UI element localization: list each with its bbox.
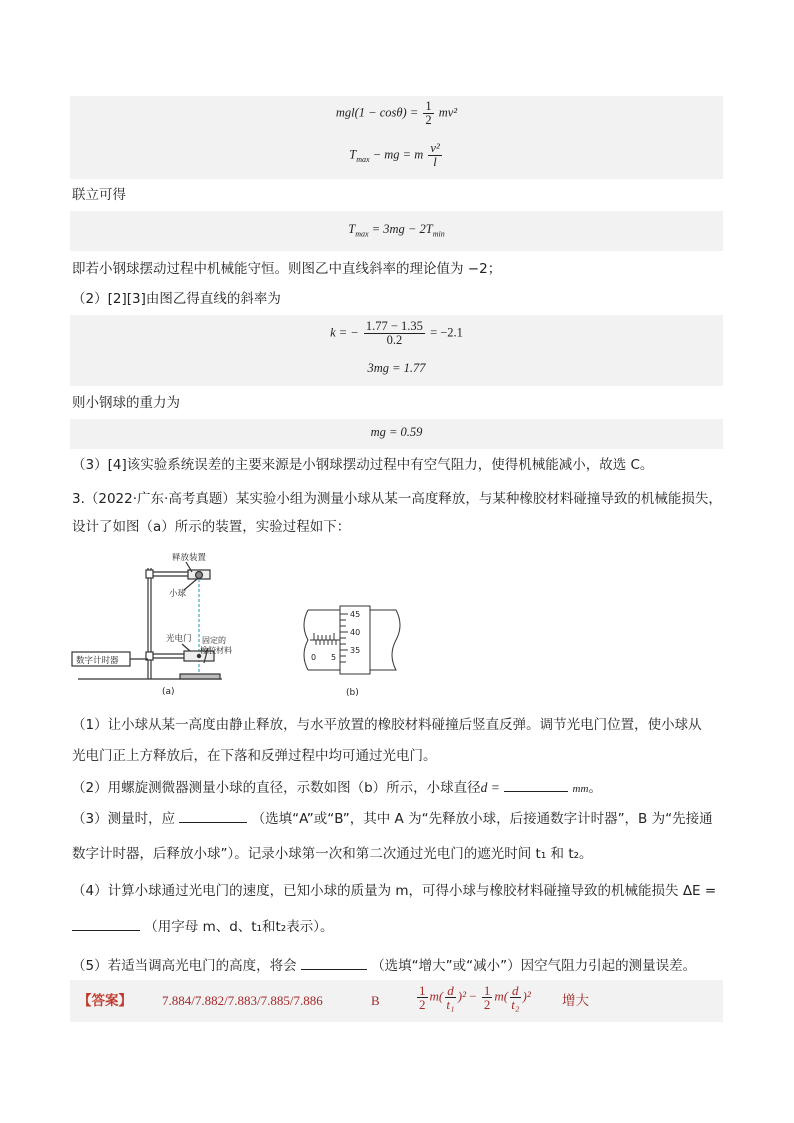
equation-3mg: 3mg = 1.77 <box>367 361 426 375</box>
equation-slope: k = − $\frac{1.77 - 1.35}{0.2}$ = −2.1 <box>330 319 463 347</box>
equation-tension-relation: $T_{max} = 3mg - 2T_{min}$ <box>348 222 445 239</box>
equation-tension-max: $T_{max}$ − mg = m $\frac{\text{v²}}{l}$ <box>349 141 440 169</box>
label-rubber-1: 固定的 <box>202 636 226 645</box>
equation-mg: mg = 0.59 <box>370 425 423 439</box>
answer-choice: B <box>371 993 380 1008</box>
step5: （5）若适当调高光电门的高度，将会 （选填“增大”或“减小”）因空气阻力引起的测量误差。 <box>72 955 696 976</box>
answer-energy-loss: $\frac{1}{2}$ m( $\frac{d}{\text{t₁}}$ )² − $\frac{1}{2}$ m( $\frac{d}{\text{t₂}}$ )² <box>419 983 531 1012</box>
step3-line2: 数字计时器，后释放小球”）。记录小球第一次和第二次通过光电门的遮光时间 t₁ 和 t₂。 <box>72 846 593 862</box>
step4-line1: （4）计算小球通过光电门的速度，已知小球的质量为 m，可得小球与橡胶材料碰撞导致的机械能损失 ΔE = <box>72 883 717 899</box>
figure-a-apparatus <box>70 548 240 698</box>
step1-line1: （1）让小球从某一高度由静止释放，与水平放置的橡胶材料碰撞后竖直反弹。调节光电门位置，使小球从 <box>72 717 702 733</box>
main-scale-5: 5 <box>331 653 337 662</box>
text-part3: （3）[4]该实验系统误差的主要来源是小钢球摆动过程中有空气阻力，使得机械能减小，故选 C。 <box>72 457 654 473</box>
answer-result: 增大 <box>562 993 589 1009</box>
equation-energy: mgl(1 − cosθ) = $\frac{1}{2}$ mv² <box>335 99 458 127</box>
step2: （2）用螺旋测微器测量小球的直径，示数如图（b）所示，小球直径d = mm。 <box>72 777 602 799</box>
main-scale-0: 0 <box>311 653 317 662</box>
text-lianli: 联立可得 <box>72 187 126 203</box>
step2-answer-blank[interactable] <box>504 777 568 792</box>
caption-b: (b) <box>346 688 359 698</box>
answer-diameter: 7.884/7.882/7.883/7.885/7.886 <box>162 993 323 1008</box>
answer-label: 【答案】 <box>78 993 132 1009</box>
figure-b-micrometer <box>296 600 406 698</box>
label-photogate: 光电门 <box>166 634 192 644</box>
step5-answer-blank[interactable] <box>301 955 367 970</box>
text-conclusion: 即若小钢球摆动过程中机械能守恒。则图乙中直线斜率的理论值为 −2； <box>72 261 502 277</box>
step4-line2: （用字母 m、d、t₁和t₂表示）。 <box>72 916 333 937</box>
text-part2: （2）[2][3]由图乙得直线的斜率为 <box>72 291 281 307</box>
scale-35: 35 <box>350 646 361 655</box>
label-release-device: 释放装置 <box>172 553 207 563</box>
scale-45: 45 <box>350 610 361 619</box>
label-ball: 小球 <box>169 589 187 599</box>
label-timer: 数字计时器 <box>76 656 119 666</box>
caption-a: (a) <box>162 687 175 697</box>
step4-answer-blank[interactable] <box>72 916 140 931</box>
step1-line2: 光电门正上方释放后，在下落和反弹过程中均可通过光电门。 <box>72 748 437 764</box>
text-gravity: 则小钢球的重力为 <box>72 395 180 411</box>
step3-line1: （3）测量时，应 （选填“A”或“B”，其中 A 为“先释放小球，后接通数字计时器”，B 为“先接通 <box>72 808 713 829</box>
step3-answer-blank[interactable] <box>179 808 247 823</box>
label-rubber-2: 橡胶材料 <box>200 646 232 655</box>
question-3-line1: 3.（2022·广东·高考真题）某实验小组为测量小球从某一高度释放，与某种橡胶材料碰撞导致的机械能损失， <box>72 491 722 507</box>
question-3-line2: 设计了如图（a）所示的装置，实验过程如下： <box>72 519 351 535</box>
scale-40: 40 <box>350 628 361 637</box>
